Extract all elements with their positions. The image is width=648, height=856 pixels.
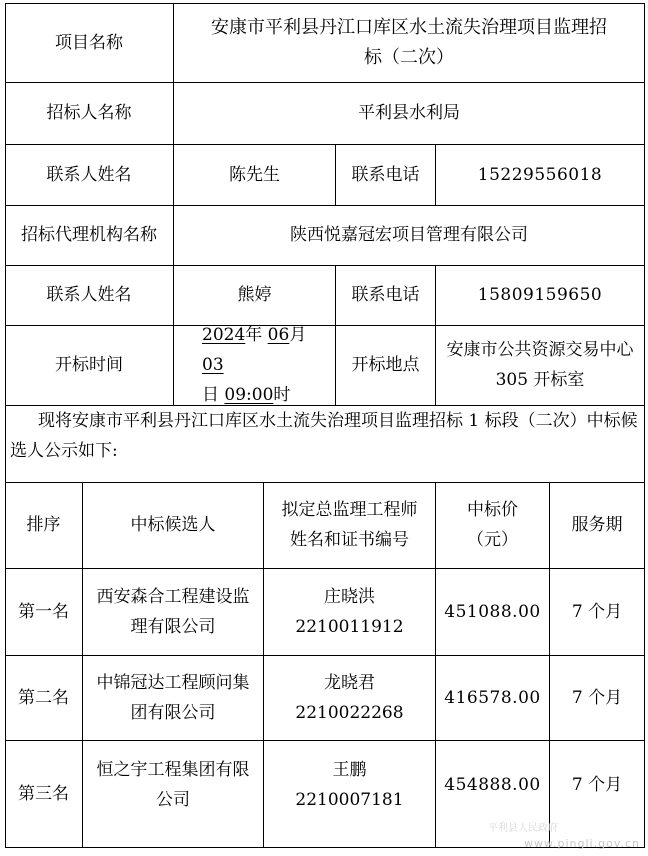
candidate-name: 西安森合工程建设监理有限公司 (96, 586, 250, 637)
opening-clock-unit: 时 (273, 385, 291, 405)
candidate-period: 7 个月 (571, 687, 623, 708)
candidate-engineer (264, 740, 435, 830)
opening-year: 2024 (202, 325, 246, 345)
watermark: www.pingli.gov.cn (524, 837, 640, 850)
rule (644, 3, 645, 848)
candidate-name: 中锦冠达工程顾问集团有限公司 (96, 672, 250, 723)
opening-year-unit: 年 (245, 325, 263, 345)
agency-contact-name-label: 联系人姓名 (46, 285, 132, 305)
candidate-period: 7 个月 (571, 601, 623, 622)
tenderer-value: 平利县水利局 (358, 103, 460, 123)
watermark-chinese: 平利县人民政府 (488, 823, 558, 834)
opening-month-unit: 月 (289, 325, 307, 345)
agency-label: 招标代理机构名称 (21, 225, 157, 245)
contact-name-label: 联系人姓名 (46, 164, 132, 185)
header-engineer: 拟定总监理工程师姓名和证书编号 (281, 500, 418, 550)
engineer-cert: 2210022268 (295, 702, 404, 723)
engineer-name: 王鹏 (332, 760, 367, 780)
candidate-period: 7 个月 (571, 775, 623, 795)
agency-contact-phone-label: 联系电话 (351, 285, 420, 305)
header-rank: 排序 (26, 515, 61, 535)
candidate-engineer (264, 655, 435, 740)
agency-contact-name-value: 熊婷 (237, 285, 272, 305)
opening-place-value: 安康市公共资源交易中心 305 开标室 (446, 340, 634, 390)
candidate-rank: 第一名 (18, 601, 69, 622)
candidate-price: 454888.00 (444, 775, 541, 795)
opening-day: 03 (202, 355, 224, 375)
candidate-name: 恒之宇工程集团有限公司 (96, 760, 250, 810)
contact-phone-value: 15229556018 (477, 164, 603, 185)
opening-place-label: 开标地点 (351, 355, 420, 375)
opening-time-value (174, 325, 335, 405)
candidate-rank: 第二名 (18, 687, 69, 708)
candidate-engineer (264, 568, 435, 655)
header-period: 服务期 (571, 515, 623, 535)
candidate-rank: 第三名 (18, 783, 69, 804)
opening-month: 06 (267, 325, 290, 345)
engineer-cert: 2210011912 (295, 616, 404, 637)
contact-name-value: 陈先生 (229, 164, 280, 185)
project-name-value: 安康市平利县丹江口库区水土流失治理项目监理招标（二次） (211, 16, 607, 68)
candidate-price: 451088.00 (444, 601, 541, 622)
contact-phone-label: 联系电话 (351, 164, 420, 185)
agency-value: 陕西悦嘉冠宏项目管理有限公司 (290, 225, 528, 245)
opening-clock: 09:00 (224, 385, 274, 405)
tenderer-label: 招标人名称 (46, 103, 132, 123)
header-price: 中标价（元） (467, 500, 518, 550)
engineer-cert: 2210007181 (295, 790, 404, 810)
opening-time-label: 开标时间 (55, 355, 123, 375)
candidate-notice: 现将安康市平利县丹江口库区水土流失治理项目监理招标 1 标段（二次）中标候选人公示如下: (10, 411, 638, 461)
project-name-label: 项目名称 (55, 32, 123, 53)
header-candidate: 中标候选人 (130, 515, 216, 535)
candidate-price: 416578.00 (444, 687, 541, 708)
agency-contact-phone-value: 15809159650 (477, 285, 603, 305)
engineer-name: 庄晓洪 (324, 586, 375, 607)
opening-day-unit: 日 (202, 385, 219, 405)
engineer-name: 龙晓君 (324, 672, 375, 693)
